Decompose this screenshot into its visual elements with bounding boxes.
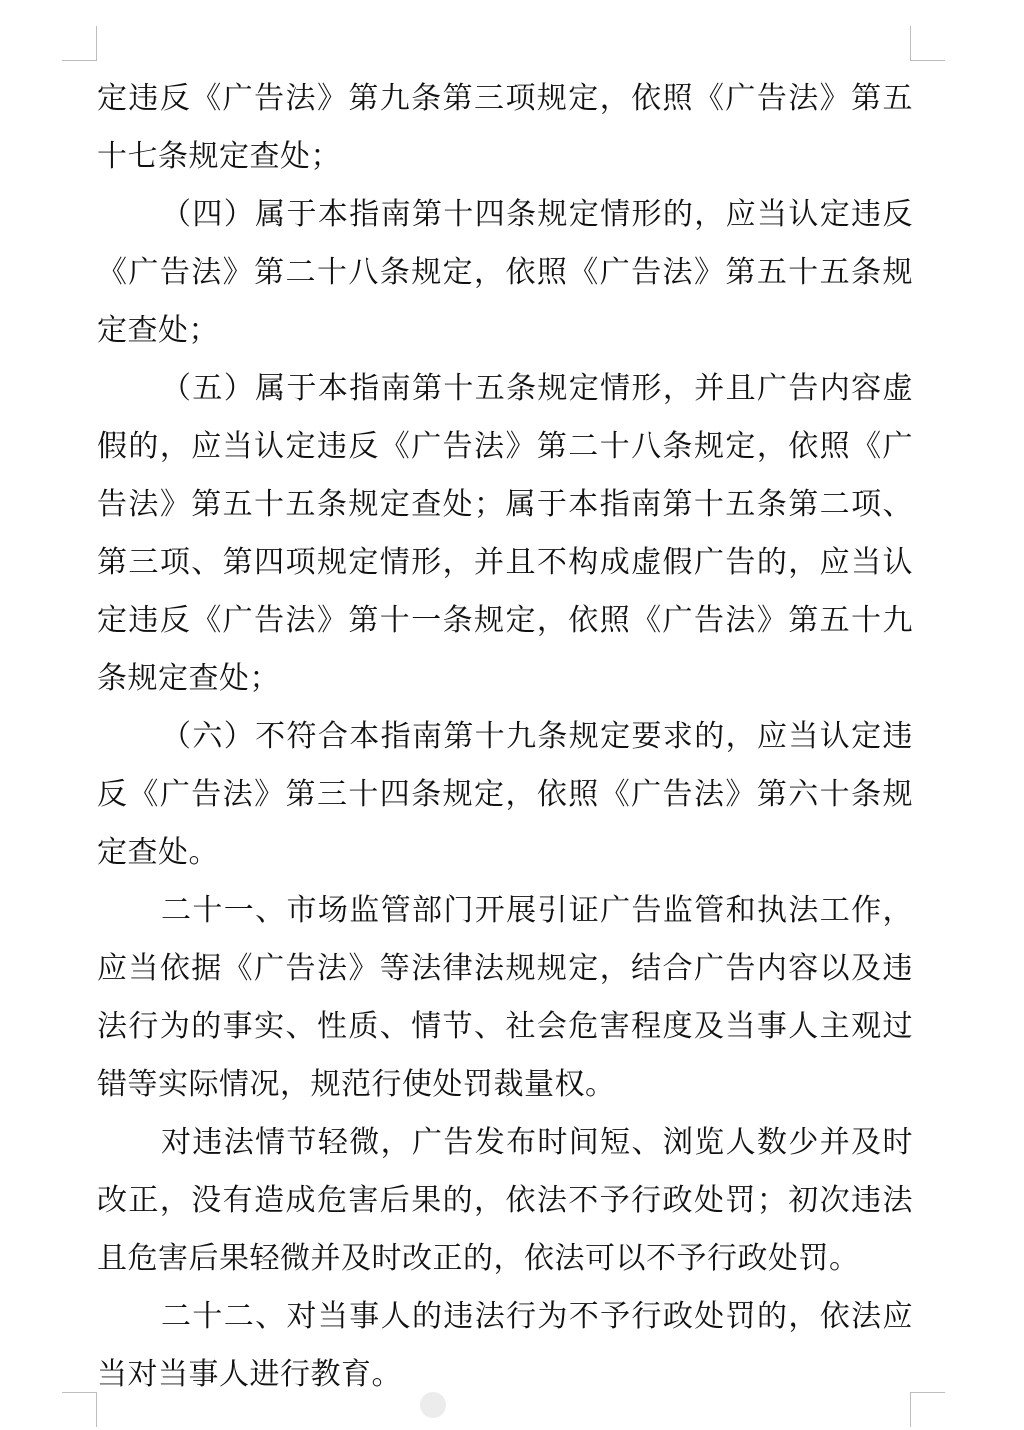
text-line: 《广告法》第二十八条规定，依照《广告法》第五十五条规 [97,255,913,290]
text-line: 告法》第五十五条规定查处；属于本指南第十五条第二项、 [97,487,913,522]
text-line: 定违反《广告法》第十一条规定，依照《广告法》第五十九 [97,603,913,638]
watermark [420,1392,446,1418]
text-line: 法行为的事实、性质、情节、社会危害程度及当事人主观过 [97,1009,913,1044]
text-line: 假的，应当认定违反《广告法》第二十八条规定，依照《广 [97,429,913,464]
text-line: 第三项、第四项规定情形，并且不构成虚假广告的，应当认 [97,545,913,580]
text-line: 应当依据《广告法》等法律法规规定，结合广告内容以及违 [97,951,913,986]
text-line: 定查处。 [97,835,219,870]
crop-mark-top-right [910,26,945,61]
watermark-logo-icon [420,1392,446,1418]
text-line: 对违法情节轻微，广告发布时间短、浏览人数少并及时 [161,1125,913,1160]
crop-mark-bottom-right [910,1392,945,1427]
text-line: 且危害后果轻微并及时改正的，依法可以不予行政处罚。 [97,1241,860,1276]
document-body [97,70,913,1404]
text-line: 二十二、对当事人的违法行为不予行政处罚的，依法应 [161,1299,913,1334]
crop-mark-bottom-left [62,1392,97,1427]
text-line: （四）属于本指南第十四条规定情形的，应当认定违反 [161,197,913,232]
text-line: （五）属于本指南第十五条规定情形，并且广告内容虚 [161,371,913,406]
text-line: 二十一、市场监管部门开展引证广告监管和执法工作， [161,893,913,928]
text-line: 改正，没有造成危害后果的，依法不予行政处罚；初次违法 [97,1183,913,1218]
text-line: 当对当事人进行教育。 [97,1357,402,1392]
text-line: （六）不符合本指南第十九条规定要求的，应当认定违 [161,719,913,754]
crop-mark-top-left [62,26,97,61]
text-line: 定违反《广告法》第九条第三项规定，依照《广告法》第五 [97,81,913,116]
text-line: 反《广告法》第三十四条规定，依照《广告法》第六十条规 [97,777,913,812]
text-line: 错等实际情况，规范行使处罚裁量权。 [97,1067,616,1102]
text-line: 定查处； [97,313,219,348]
text-line: 条规定查处； [97,661,280,696]
text-line: 十七条规定查处； [97,139,341,174]
